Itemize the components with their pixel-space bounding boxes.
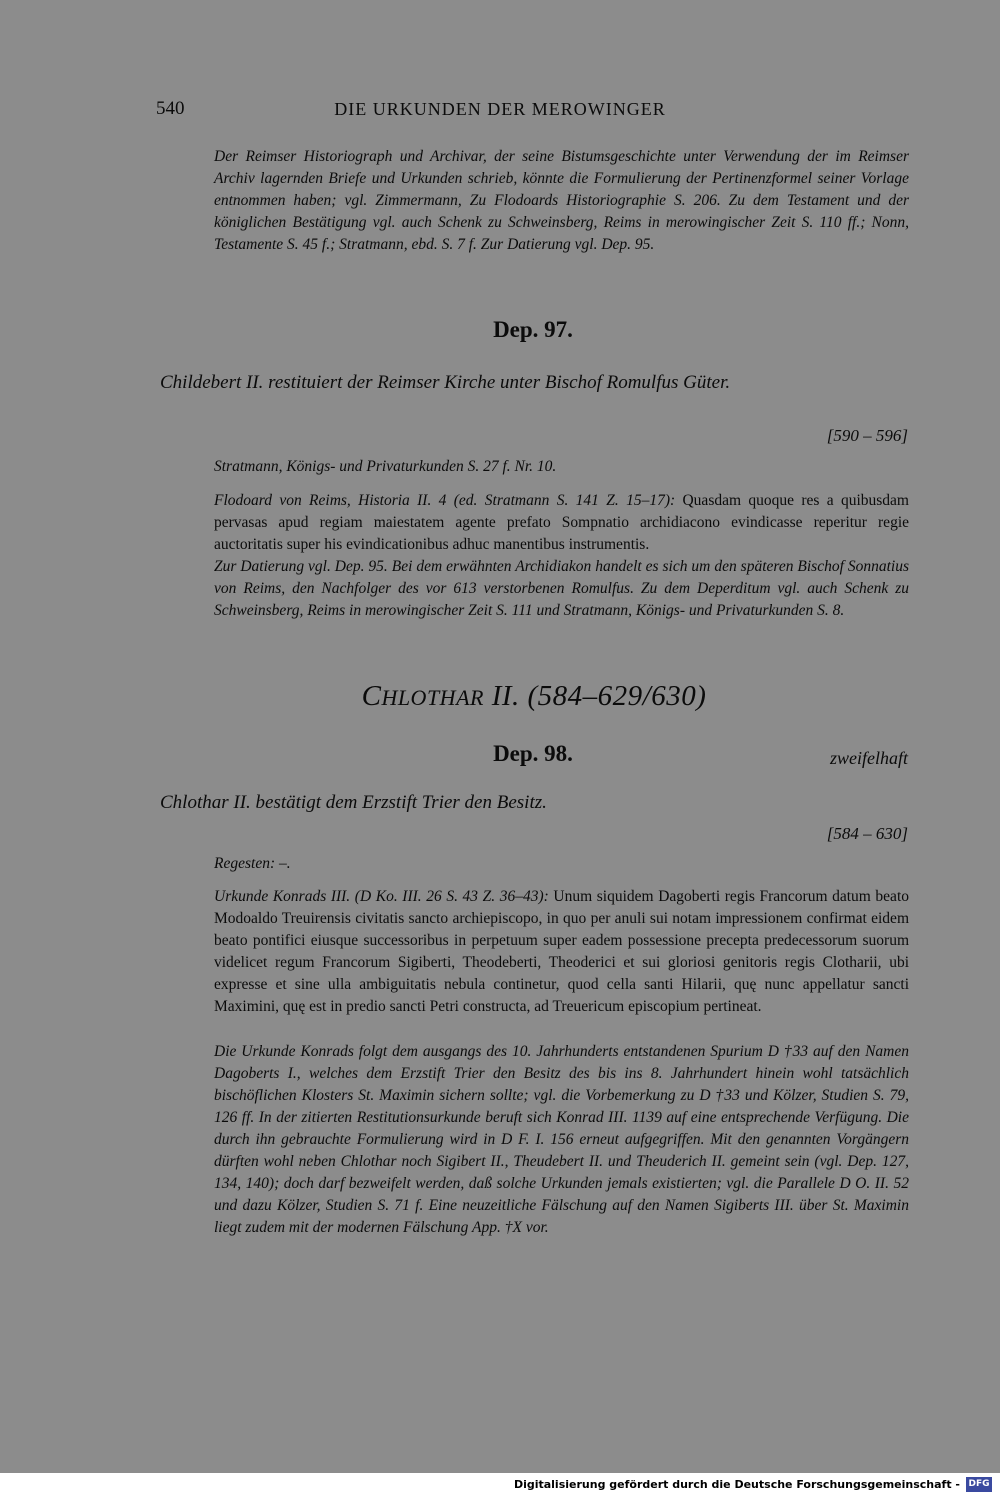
- dep97-heading: Dep. 97.: [493, 317, 573, 342]
- ruler-heading: [0, 680, 1000, 713]
- dfg-logo: DFG: [966, 1477, 992, 1492]
- running-title: DIE URKUNDEN DER MEROWINGER: [334, 99, 666, 119]
- page-number: 540: [156, 98, 185, 119]
- dep98-tag: zweifelhaft: [830, 748, 908, 768]
- dep97-date: [590 – 596]: [826, 426, 908, 445]
- dep97-source-text: Quasdam quoque res a quibusdam pervasas apud regiam maiestatem agente prefato Sompnatio archidiacono evindicasse reperitur regie auctoritatis super his evindicationibus adhuc manentibus instrumentis.: [214, 492, 909, 553]
- dep97-summary: Childebert II. restituiert der Reimser Kirche unter Bischof Romulfus Güter.: [160, 372, 731, 393]
- dep97-source-ref: Flodoard von Reims, Historia II. 4 (ed. Stratmann S. 141 Z. 15–17):: [214, 492, 676, 509]
- dep97-commentary: Zur Datierung vgl. Dep. 95. Bei dem erwähnten Archidiakon handelt es sich um den späteren Bischof Sonnatius von Reims, den Nachfolger des vor 613 verstorbenen Romulfus. Zu dem Deperditum vgl. auch Schenk zu Schweinsberg, Reims in merowingischer Zeit S. 111 und Stratmann, Königs- und Privaturkunden S. 8.: [214, 558, 909, 619]
- dep98-heading: Dep. 98.: [493, 741, 573, 766]
- dep98-source: [214, 886, 909, 1018]
- dep98-source-ref: Urkunde Konrads III. (D Ko. III. 26 S. 43 Z. 36–43):: [214, 888, 549, 905]
- ruler-heading-rest: II. (584–629/630): [483, 680, 707, 712]
- intro-paragraph: Der Reimser Historiograph und Archivar, der seine Bistumsgeschichte unter Verwendung der im Reimser Archiv lagernden Briefe und Urkunden schrieb, könnte die Formulierung der Pertinenzformel seiner Vorlage entnommen haben; vgl. Zimmermann, Zu Flodoards Historiographie S. 206. Zu dem Testament und der königlichen Bestätigung vgl. auch Schenk zu Schweinsberg, Reims in merowingischer Zeit S. 110 ff.; Nonn, Testamente S. 45 f.; Stratmann, ebd. S. 7 f. Zur Datierung vgl. Dep. 95.: [214, 148, 909, 253]
- ruler-heading-smallcaps: HLOTHAR: [381, 685, 484, 710]
- dep98-commentary: Die Urkunde Konrads folgt dem ausgangs des 10. Jahrhunderts entstandenen Spurium D †33 auf den Namen Dagoberts I., welches dem Erzstift Trier den Besitz des bis ins 8. Jahrhundert hinein wohl tatsächlich bischöflichen Klosters St. Maximin sichern sollte; vgl. die Vorbemerkung zu D †33 und Kölzer, Studien S. 79, 126 ff. In der zitierten Restitutionsurkunde beruft sich Konrad III. 1139 auf eine entsprechende Verfügung. Die durch ihn gebrauchte Formulierung wird in D F. I. 156 erneut aufgegriffen. Mit den genannten Vorgängern dürften wohl neben Chlothar noch Sigibert II., Theudebert II. und Theuderich II. gemeint sein (vgl. Dep. 127, 134, 140); doch darf bezweifelt werden, daß solche Urkunden jemals existierten; vgl. die Parallele D O. II. 52 und dazu Kölzer, Studien S. 71 f. Eine neuzeitliche Fälschung auf den Namen Sigiberts III. über St. Maximin liegt zudem mit der modernen Fälschung App. †X vor.: [214, 1043, 909, 1236]
- dep98-date: [584 – 630]: [826, 824, 908, 843]
- dep97-source: [214, 490, 909, 556]
- dep98-summary: Chlothar II. bestätigt dem Erzstift Trier den Besitz.: [160, 792, 547, 813]
- dep98-regesten: Regesten: –.: [214, 855, 291, 872]
- dep98-source-text: Unum siquidem Dagoberti regis Francorum datum beato Modoaldo Treuirensis civitatis sancto archiepiscopo, in quo per anuli sui notam impressionem confirmat eidem beato pontifici eiusque successoribus in perpetuum super eadem possessione precepta predecessorum suorum videlicet regum Francorum Sigiberti, Theodeberti, Theoderici et sui gloriosi genitoris regis Clotharii, ubi expresse et sine ulla ambiguitatis nebula continetur, quod cella santi Hilarii, quę nunc appellatur sancti Maximini, quę est in predio sancti Petri constructa, ad Treuericum episcopium pertineat.: [214, 888, 909, 1015]
- footer-credit: Digitalisierung gefördert durch die Deutsche Forschungsgemeinschaft -: [513, 1478, 960, 1491]
- dep97-edition: Stratmann, Königs- und Privaturkunden S. 27 f. Nr. 10.: [214, 458, 557, 475]
- ruler-heading-initial: C: [361, 680, 382, 712]
